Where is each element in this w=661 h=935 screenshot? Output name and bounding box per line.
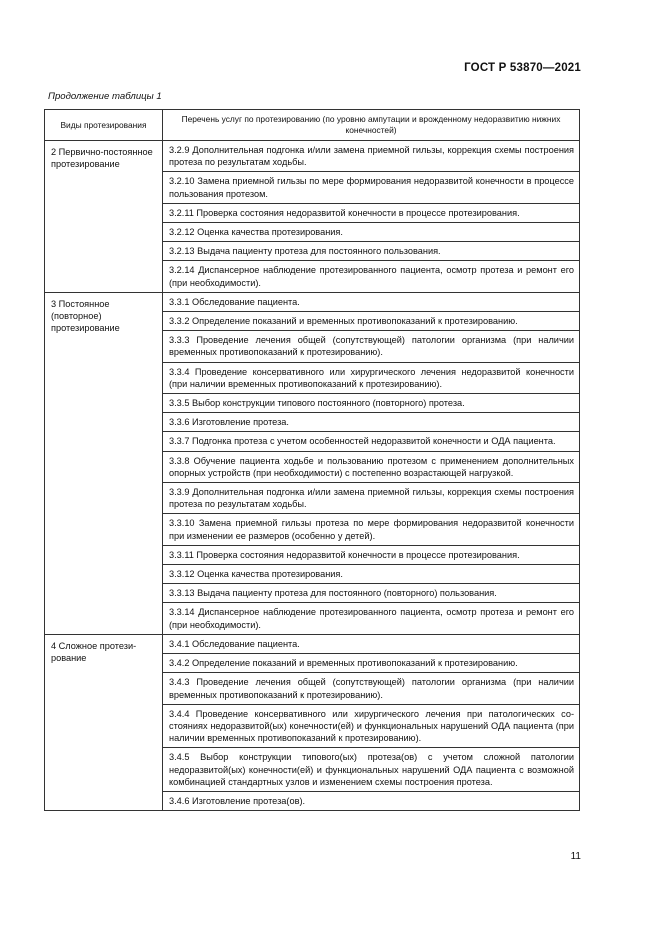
service-item: 3.3.9 Дополнительная подгонка и/или замена приемной гильзы, коррекция схемы построения протеза по результатам ходьбы.	[163, 482, 579, 513]
table-header-row	[45, 110, 580, 141]
service-item: 3.3.14 Диспансерное наблюдение протезированного пациента, осмотр протеза и ремонт его (при необходимости).	[163, 602, 579, 633]
table-caption: Продолжение таблицы 1	[48, 91, 162, 102]
service-item: 3.4.3 Проведение лечения общей (сопутствующей) патологии организма (при наличии временных противопоказаний к протезированию).	[163, 672, 579, 703]
service-item: 3.3.3 Проведение лечения общей (сопутствующей) патологии организма (при наличии временных противопоказаний к протезированию).	[163, 330, 579, 361]
service-item: 3.3.13 Выдача пациенту протеза для постоянного (повторного) пользования.	[163, 583, 579, 602]
service-item: 3.2.14 Диспансерное наблюдение протезированного пациента, осмотр протеза и ремонт его (при необходимости).	[163, 260, 579, 291]
service-item: 3.3.7 Подгонка протеза с учетом особенностей недоразвитой конечности и ОДА пациента.	[163, 431, 579, 450]
table-row	[45, 292, 580, 634]
service-item: 3.4.6 Изготовление протеза(ов).	[163, 791, 579, 810]
service-item: 3.3.1 Обследование пациента.	[169, 296, 300, 307]
table-row	[45, 634, 580, 810]
service-item: 3.3.12 Оценка качества протезирования.	[163, 564, 579, 583]
service-item: 3.3.11 Проверка состояния недоразвитой конечности в процессе протезирования.	[163, 545, 579, 564]
services-list-cell	[163, 141, 580, 293]
service-item: 3.3.6 Изготовление протеза.	[163, 412, 579, 431]
service-item: 3.4.5 Выбор конструкции типового(ых) протеза(ов) с учетом сложной патологии недоразвитой(ых) конечности(ей) и функциональных нарушений ОДА пациента с возможной комбинацией стандартных узлов и изменением схемы построения протеза.	[163, 747, 579, 791]
table-row	[45, 141, 580, 293]
service-item: 3.4.2 Определение показаний и временных противопоказаний к протезированию.	[163, 653, 579, 672]
prosthetics-type-cell: 2 Первично-постоянное протезирование	[45, 141, 163, 293]
service-item: 3.2.11 Проверка состояния недоразвитой конечности в процессе протезирования.	[163, 203, 579, 222]
prosthetics-type-cell: 4 Сложное протезирование	[45, 634, 163, 810]
service-item: 3.3.4 Проведение консервативного или хирургического лечения недоразвитой конечности (при наличии временных противопоказаний к протезированию).	[163, 362, 579, 393]
service-item: 3.3.10 Замена приемной гильзы протеза по мере формирования недоразвитой конечности при изменении ее размеров (особенно у детей).	[163, 513, 579, 544]
column-header-services: Перечень услуг по протезированию (по уровню ампутации и врожденному недоразвитию нижних конечностей)	[163, 110, 580, 141]
page-number: 11	[570, 851, 581, 862]
service-item: 3.2.12 Оценка качества протезирования.	[163, 222, 579, 241]
service-item: 3.2.13 Выдача пациенту протеза для постоянного пользования.	[163, 241, 579, 260]
service-item: 3.3.2 Определение показаний и временных противопоказаний к протезированию.	[163, 311, 579, 330]
service-item: 3.3.8 Обучение пациента ходьбе и пользованию протезом с применением дополнительных опорных устройств (при необходимости) с постепенно возрастающей нагрузкой.	[163, 451, 579, 482]
prosthetics-type-cell: 3 Постоянное (повторное) протезирование	[45, 292, 163, 634]
service-item: 3.4.1 Обследование пациента.	[169, 638, 300, 649]
document-id: ГОСТ Р 53870—2021	[464, 62, 581, 74]
service-item: 3.3.5 Выбор конструкции типового постоянного (повторного) протеза.	[163, 393, 579, 412]
service-item: 3.4.4 Проведение консервативного или хирургического лечения при патологических состояниях недоразвитой(ых) конечности(ей) и функциональных нарушений ОДА пациента (при наличии временных противопоказаний к протезированию).	[163, 704, 579, 748]
service-item: 3.2.9 Дополнительная подгонка и/или замена приемной гильзы, коррекция схемы построения протеза по результатам ходьбы.	[169, 145, 574, 168]
service-item: 3.2.10 Замена приемной гильзы по мере формирования недоразвитой конечности в процессе пользования протезом.	[163, 171, 579, 202]
services-table	[44, 109, 580, 811]
column-header-type: Виды протезирования	[45, 110, 163, 141]
services-list-cell	[163, 292, 580, 634]
services-list-cell	[163, 634, 580, 810]
